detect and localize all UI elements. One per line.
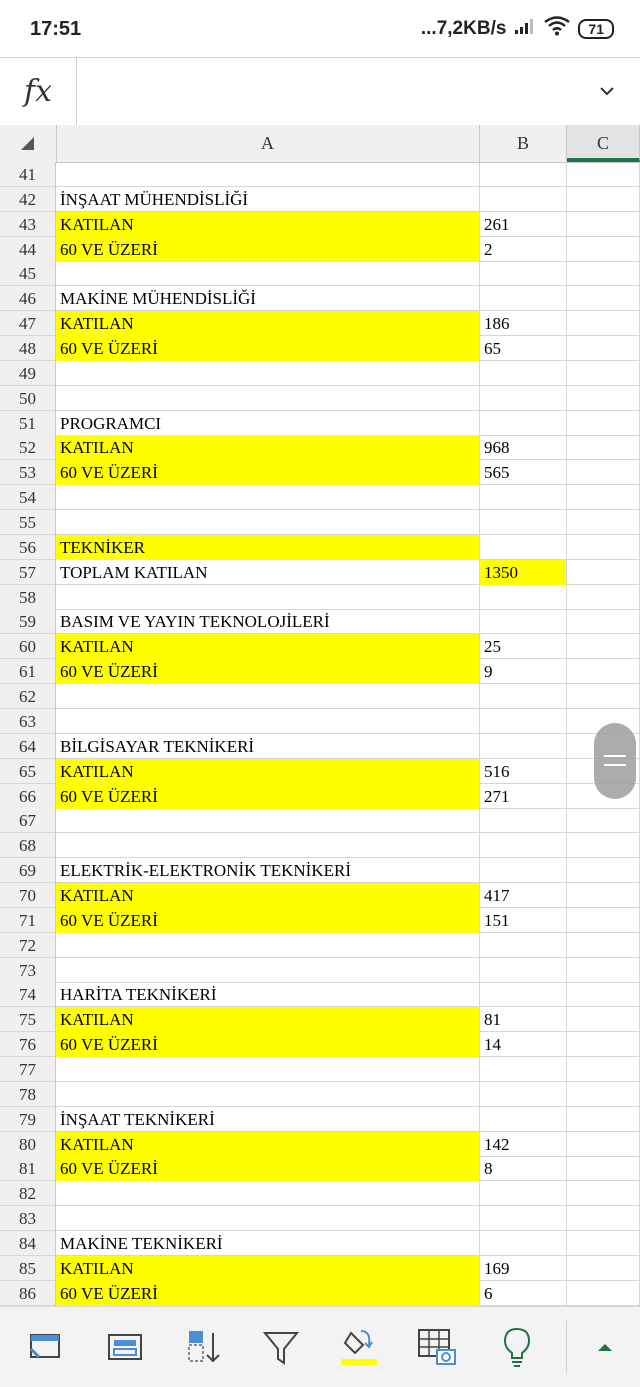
table-row <box>0 958 640 983</box>
cell-a[interactable]: ELEKTRİK-ELEKTRONİK TEKNİKERİ <box>56 858 480 883</box>
spreadsheet-grid[interactable] <box>0 125 640 1306</box>
cell-c[interactable] <box>567 585 640 610</box>
cell-b[interactable]: 1350 <box>480 560 567 585</box>
row-number[interactable]: 80 <box>0 1132 56 1157</box>
formula-bar <box>0 57 640 126</box>
cell-b[interactable]: 565 <box>480 460 567 485</box>
cell-a[interactable]: KATILAN <box>56 759 480 784</box>
row-number[interactable]: 74 <box>0 982 56 1007</box>
table-row <box>0 411 640 436</box>
table-row <box>0 286 640 311</box>
row-number[interactable]: 53 <box>0 460 56 485</box>
row-number[interactable]: 77 <box>0 1057 56 1082</box>
cell-a[interactable] <box>56 162 480 187</box>
row-number[interactable]: 45 <box>0 261 56 286</box>
table-row <box>0 510 640 535</box>
table-row <box>0 1107 640 1132</box>
cell-b[interactable] <box>480 958 567 983</box>
fx-button[interactable]: fx <box>0 58 77 125</box>
cell-c[interactable] <box>567 1181 640 1206</box>
battery-icon: 71 <box>578 19 614 39</box>
cell-a[interactable]: KATILAN <box>56 634 480 659</box>
cell-a[interactable]: HARİTA TEKNİKERİ <box>56 982 480 1007</box>
row-number[interactable]: 82 <box>0 1181 56 1206</box>
cell-b[interactable]: 968 <box>480 435 567 460</box>
cell-b[interactable] <box>480 1231 567 1256</box>
table-row <box>0 1181 640 1206</box>
cell-b[interactable] <box>480 833 567 858</box>
cell-a[interactable]: 60 VE ÜZERİ <box>56 1156 480 1181</box>
table-row <box>0 585 640 610</box>
cell-a[interactable] <box>56 510 480 535</box>
table-row <box>0 1082 640 1107</box>
cell-b[interactable] <box>480 734 567 759</box>
cell-b[interactable]: 8 <box>480 1156 567 1181</box>
column-header-b[interactable]: B <box>480 125 567 162</box>
cell-a[interactable]: 60 VE ÜZERİ <box>56 237 480 262</box>
cell-b[interactable] <box>480 709 567 734</box>
cell-c[interactable] <box>567 460 640 485</box>
cell-b[interactable] <box>480 485 567 510</box>
table-row <box>0 982 640 1007</box>
row-number[interactable]: 55 <box>0 510 56 535</box>
table-row <box>0 933 640 958</box>
cell-c[interactable] <box>567 1107 640 1132</box>
table-row <box>0 535 640 560</box>
cell-b[interactable]: 271 <box>480 784 567 809</box>
table-row <box>0 808 640 833</box>
table-row <box>0 734 640 759</box>
cell-a[interactable]: KATILAN <box>56 1256 480 1281</box>
cell-a[interactable] <box>56 1057 480 1082</box>
cell-b[interactable] <box>480 808 567 833</box>
cell-b[interactable] <box>480 982 567 1007</box>
table-row <box>0 1281 640 1306</box>
cell-a[interactable] <box>56 1206 480 1231</box>
cell-b[interactable]: 6 <box>480 1281 567 1306</box>
cell-a[interactable]: KATILAN <box>56 435 480 460</box>
cell-b[interactable] <box>480 386 567 411</box>
cell-a[interactable] <box>56 958 480 983</box>
row-number[interactable]: 41 <box>0 162 56 187</box>
expand-up-icon[interactable] <box>580 1323 630 1371</box>
cell-b[interactable] <box>480 1206 567 1231</box>
cell-c[interactable] <box>567 237 640 262</box>
cell-c[interactable] <box>567 386 640 411</box>
cell-c[interactable] <box>567 510 640 535</box>
cell-c[interactable] <box>567 560 640 585</box>
cell-c[interactable] <box>567 908 640 933</box>
table-row <box>0 1231 640 1256</box>
row-number[interactable]: 79 <box>0 1107 56 1132</box>
cell-b[interactable]: 169 <box>480 1256 567 1281</box>
cell-c[interactable] <box>567 958 640 983</box>
cell-c[interactable] <box>567 411 640 436</box>
table-row <box>0 212 640 237</box>
table-row <box>0 237 640 262</box>
cell-b[interactable] <box>480 1057 567 1082</box>
chevron-down-icon[interactable] <box>598 82 616 105</box>
network-speed: ...7,2KB/s <box>420 18 507 39</box>
cell-b[interactable] <box>480 361 567 386</box>
cell-a[interactable]: 60 VE ÜZERİ <box>56 460 480 485</box>
cell-a[interactable]: İNŞAAT MÜHENDİSLİĞİ <box>56 187 480 212</box>
cell-b[interactable] <box>480 684 567 709</box>
cell-c[interactable] <box>567 261 640 286</box>
table-row <box>0 1206 640 1231</box>
table-row <box>0 833 640 858</box>
cell-c[interactable] <box>567 1156 640 1181</box>
cell-a[interactable] <box>56 1181 480 1206</box>
cell-b[interactable]: 417 <box>480 883 567 908</box>
cell-a[interactable]: 60 VE ÜZERİ <box>56 1281 480 1306</box>
column-header-a[interactable]: A <box>56 125 480 162</box>
cell-a[interactable]: KATILAN <box>56 1132 480 1157</box>
row-number[interactable]: 70 <box>0 883 56 908</box>
table-row <box>0 1156 640 1181</box>
cell-c[interactable] <box>567 1132 640 1157</box>
status-time: 17:51 <box>30 18 82 40</box>
cell-a[interactable]: KATILAN <box>56 311 480 336</box>
signal-icon <box>514 18 536 40</box>
table-row <box>0 1007 640 1032</box>
row-number[interactable]: 62 <box>0 684 56 709</box>
cell-a[interactable] <box>56 709 480 734</box>
cell-a[interactable] <box>56 386 480 411</box>
cell-b[interactable] <box>480 1107 567 1132</box>
row-number[interactable]: 59 <box>0 609 56 634</box>
row-number[interactable]: 68 <box>0 833 56 858</box>
cell-a[interactable] <box>56 261 480 286</box>
cell-b[interactable] <box>480 535 567 560</box>
cell-b[interactable]: 151 <box>480 908 567 933</box>
cell-b[interactable]: 9 <box>480 659 567 684</box>
row-number[interactable]: 50 <box>0 386 56 411</box>
row-number[interactable]: 49 <box>0 361 56 386</box>
table-row <box>0 311 640 336</box>
cell-a[interactable]: PROGRAMCI <box>56 411 480 436</box>
cell-c[interactable] <box>567 609 640 634</box>
cell-a[interactable] <box>56 684 480 709</box>
row-number[interactable]: 58 <box>0 585 56 610</box>
cell-b[interactable]: 142 <box>480 1132 567 1157</box>
cell-c[interactable] <box>567 1007 640 1032</box>
row-number[interactable]: 66 <box>0 784 56 809</box>
cell-a[interactable]: TOPLAM KATILAN <box>56 560 480 585</box>
row-number[interactable]: 43 <box>0 212 56 237</box>
cell-c[interactable] <box>567 1032 640 1057</box>
row-number[interactable]: 75 <box>0 1007 56 1032</box>
cell-c[interactable] <box>567 933 640 958</box>
cell-c[interactable] <box>567 535 640 560</box>
row-number[interactable]: 81 <box>0 1156 56 1181</box>
table-row <box>0 784 640 809</box>
table-row <box>0 361 640 386</box>
cell-b[interactable] <box>480 1082 567 1107</box>
table-row <box>0 162 640 187</box>
row-number[interactable]: 61 <box>0 659 56 684</box>
row-number[interactable]: 47 <box>0 311 56 336</box>
formula-input[interactable] <box>77 58 577 125</box>
row-number[interactable]: 64 <box>0 734 56 759</box>
wifi-icon <box>544 16 570 42</box>
cell-b[interactable]: 2 <box>480 237 567 262</box>
cell-c[interactable] <box>567 833 640 858</box>
table-row <box>0 336 640 361</box>
cell-b[interactable]: 516 <box>480 759 567 784</box>
cell-c[interactable] <box>567 982 640 1007</box>
cell-c[interactable] <box>567 634 640 659</box>
table-row <box>0 883 640 908</box>
table-row <box>0 560 640 585</box>
row-number[interactable]: 60 <box>0 634 56 659</box>
table-row <box>0 187 640 212</box>
cell-c[interactable] <box>567 883 640 908</box>
cell-a[interactable]: TEKNİKER <box>56 535 480 560</box>
cell-c[interactable] <box>567 659 640 684</box>
insert-picture-icon[interactable] <box>412 1323 462 1371</box>
row-number[interactable]: 54 <box>0 485 56 510</box>
cell-b[interactable]: 186 <box>480 311 567 336</box>
row-number[interactable]: 78 <box>0 1082 56 1107</box>
format-table-icon[interactable] <box>100 1323 150 1371</box>
row-number[interactable]: 67 <box>0 808 56 833</box>
cell-b[interactable] <box>480 585 567 610</box>
cell-a[interactable] <box>56 485 480 510</box>
toolbar-divider <box>566 1321 567 1373</box>
row-number[interactable]: 69 <box>0 858 56 883</box>
row-number[interactable]: 71 <box>0 908 56 933</box>
row-number[interactable]: 56 <box>0 535 56 560</box>
table-row <box>0 485 640 510</box>
cell-c[interactable] <box>567 1231 640 1256</box>
row-number[interactable]: 76 <box>0 1032 56 1057</box>
tell-me-lightbulb-icon[interactable] <box>492 1323 542 1371</box>
fill-color-icon[interactable] <box>334 1323 384 1371</box>
table-row <box>0 1032 640 1057</box>
cell-b[interactable] <box>480 933 567 958</box>
row-number[interactable]: 84 <box>0 1231 56 1256</box>
cell-c[interactable] <box>567 1281 640 1306</box>
row-number[interactable]: 42 <box>0 187 56 212</box>
cell-c[interactable] <box>567 858 640 883</box>
sort-icon[interactable] <box>178 1323 228 1371</box>
cell-b[interactable] <box>480 858 567 883</box>
cell-b[interactable] <box>480 286 567 311</box>
cell-b[interactable] <box>480 609 567 634</box>
cell-c[interactable] <box>567 1256 640 1281</box>
status-indicators <box>421 17 614 41</box>
table-row <box>0 1256 640 1281</box>
cell-a[interactable] <box>56 833 480 858</box>
cell-b[interactable] <box>480 510 567 535</box>
row-number[interactable]: 65 <box>0 759 56 784</box>
table-row <box>0 435 640 460</box>
table-row <box>0 659 640 684</box>
cell-a[interactable]: 60 VE ÜZERİ <box>56 336 480 361</box>
cell-c[interactable] <box>567 684 640 709</box>
table-row <box>0 709 640 734</box>
column-header-c[interactable]: C <box>567 125 640 162</box>
row-number[interactable]: 63 <box>0 709 56 734</box>
table-row <box>0 759 640 784</box>
cell-b[interactable]: 25 <box>480 634 567 659</box>
cell-c[interactable] <box>567 162 640 187</box>
select-all-corner[interactable] <box>0 125 57 162</box>
cell-a[interactable]: KATILAN <box>56 883 480 908</box>
cell-c[interactable] <box>567 1082 640 1107</box>
cell-c[interactable] <box>567 212 640 237</box>
cell-c[interactable] <box>567 1057 640 1082</box>
cell-c[interactable] <box>567 286 640 311</box>
cell-a[interactable]: BİLGİSAYAR TEKNİKERİ <box>56 734 480 759</box>
table-row <box>0 1057 640 1082</box>
cell-c[interactable] <box>567 336 640 361</box>
table-row <box>0 261 640 286</box>
cell-a[interactable]: 60 VE ÜZERİ <box>56 908 480 933</box>
cell-a[interactable]: MAKİNE TEKNİKERİ <box>56 1231 480 1256</box>
cell-c[interactable] <box>567 1206 640 1231</box>
table-row <box>0 386 640 411</box>
row-number[interactable]: 46 <box>0 286 56 311</box>
table-row <box>0 460 640 485</box>
cell-a[interactable]: 60 VE ÜZERİ <box>56 659 480 684</box>
cell-a[interactable] <box>56 585 480 610</box>
row-number[interactable]: 51 <box>0 411 56 436</box>
cell-b[interactable] <box>480 261 567 286</box>
cell-b[interactable] <box>480 1181 567 1206</box>
cell-c[interactable] <box>567 311 640 336</box>
freeze-panes-icon[interactable] <box>20 1323 70 1371</box>
cell-b[interactable]: 261 <box>480 212 567 237</box>
table-row <box>0 908 640 933</box>
cell-b[interactable]: 81 <box>480 1007 567 1032</box>
table-row <box>0 634 640 659</box>
table-row <box>0 684 640 709</box>
row-number[interactable]: 83 <box>0 1206 56 1231</box>
row-number[interactable]: 73 <box>0 958 56 983</box>
cell-a[interactable] <box>56 361 480 386</box>
row-number[interactable]: 57 <box>0 560 56 585</box>
row-number[interactable]: 44 <box>0 237 56 262</box>
filter-icon[interactable] <box>256 1323 306 1371</box>
row-number[interactable]: 52 <box>0 435 56 460</box>
table-row <box>0 858 640 883</box>
cell-a[interactable] <box>56 1082 480 1107</box>
cell-c[interactable] <box>567 808 640 833</box>
cell-a[interactable] <box>56 933 480 958</box>
cell-b[interactable] <box>480 411 567 436</box>
cell-a[interactable]: 60 VE ÜZERİ <box>56 784 480 809</box>
cell-a[interactable]: KATILAN <box>56 1007 480 1032</box>
row-number[interactable]: 48 <box>0 336 56 361</box>
cell-b[interactable]: 65 <box>480 336 567 361</box>
cell-a[interactable] <box>56 808 480 833</box>
cell-a[interactable]: BASIM VE YAYIN TEKNOLOJİLERİ <box>56 609 480 634</box>
row-number[interactable]: 85 <box>0 1256 56 1281</box>
cell-b[interactable]: 14 <box>480 1032 567 1057</box>
cell-a[interactable]: 60 VE ÜZERİ <box>56 1032 480 1057</box>
status-bar <box>0 0 640 57</box>
bottom-toolbar <box>0 1306 640 1387</box>
cell-c[interactable] <box>567 187 640 212</box>
table-row <box>0 609 640 634</box>
cell-a[interactable]: İNŞAAT TEKNİKERİ <box>56 1107 480 1132</box>
cell-b[interactable] <box>480 162 567 187</box>
cell-c[interactable] <box>567 435 640 460</box>
row-number[interactable]: 72 <box>0 933 56 958</box>
column-header-bar <box>0 125 640 163</box>
cell-b[interactable] <box>480 187 567 212</box>
row-number[interactable]: 86 <box>0 1281 56 1306</box>
cell-c[interactable] <box>567 485 640 510</box>
cell-a[interactable]: KATILAN <box>56 212 480 237</box>
cell-c[interactable] <box>567 361 640 386</box>
table-row <box>0 1132 640 1157</box>
scroll-handle[interactable] <box>594 723 636 799</box>
cell-a[interactable]: MAKİNE MÜHENDİSLİĞİ <box>56 286 480 311</box>
